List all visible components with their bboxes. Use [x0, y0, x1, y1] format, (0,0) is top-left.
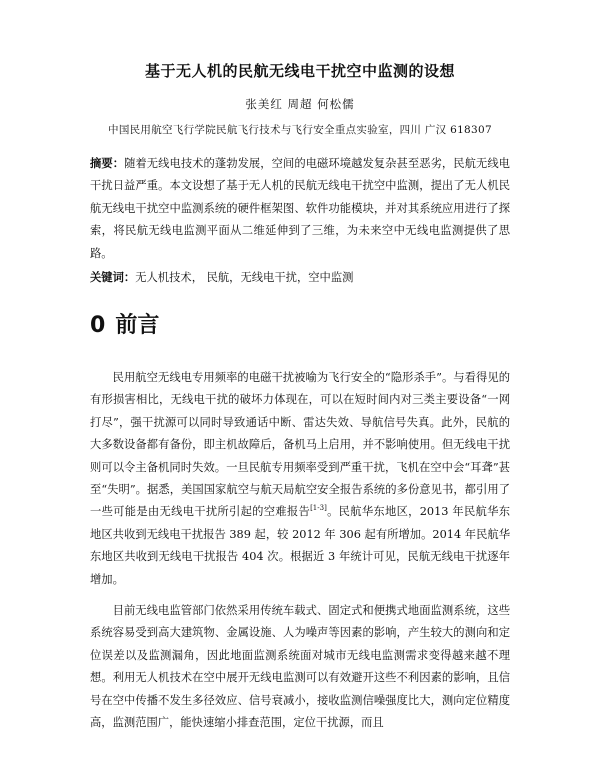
abstract-label: 摘要：: [90, 157, 125, 170]
para1-text-a: 民用航空无线电专用频率的电磁干扰被喻为飞行安全的“隐形杀手”。与看得见的有形损害相比，无线电干扰的破坏力体现在，可以在短时间内对三类主要设备“一网打尽”，强干扰源可以同时导致通话中断、雷达失效、导航信号失真。此外，民航的大多数设备都有备份，即主机故障后，备机马上启用，并不影响使用。但无线电干扰则可以令主备机同时失效。一旦民航专用频率受到严重干扰，飞机在空中会“耳聋”甚至“失明”。据悉，美国国家航空与航天局航空安全报告系统的多份意见书，都引用了一些可能是由无线电干扰所引起的空难报告: [90, 371, 510, 519]
abstract: [90, 153, 510, 265]
section-heading: [90, 311, 510, 341]
paper-title: 基于无人机的民航无线电干扰空中监测的设想: [144, 62, 455, 80]
para1-text-b: 。民航华东地区，2013 年民航华东地区共收到无线电干扰报告 389 起，较 2012 年 306 起有所增加。2014 年民航华东地区共收到无线电干扰报告 404 次。根据近 3 年统计可见，民航无线电干扰逐年增加。: [90, 505, 510, 586]
affiliation: 中国民用航空飞行学院民航飞行技术与飞行安全重点实验室，四川 广汉 618307: [108, 124, 492, 136]
body-paragraph-1: [90, 367, 510, 591]
keywords-label: 关键词：: [90, 271, 136, 284]
body-paragraph-2: 目前无线电监管部门依然采用传统车载式、固定式和便携式地面监测系统，这些系统容易受到高大建筑物、金属设施、人为噪声等因素的影响，产生较大的测向和定位误差以及监测漏角，因此地面监测系统面对城市无线电监测需求变得越来越不理想。利用无人机技术在空中展开无线电监测可以有效避开这些不利因素的影响，且信号在空中传播不发生多径效应、信号衰减小，接收监测信噪强度比大，测向定位精度高，监测范围广，能快速缩小排查范围，定位干扰源，而且: [90, 604, 510, 730]
abstract-text: 随着无线电技术的蓬勃发展，空间的电磁环境越发复杂甚至恶劣，民航无线电干扰日益严重。本文设想了基于无人机的民航无线电干扰空中监测，提出了无人机民航无线电干扰空中监测系统的硬件框架图、软件功能模块，并对其系统应用进行了探索，将民航无线电监测平面从二维延伸到了三维，为未来空中无线电监测提供了思路。: [90, 157, 510, 260]
author-list: 张美红 周超 何松儒: [245, 97, 355, 111]
section-title: 前言: [115, 313, 160, 338]
section-number: 0: [90, 313, 106, 338]
citation-ref[interactable]: [1-3]: [310, 504, 327, 513]
keywords: [90, 267, 510, 289]
keywords-text: 无人机技术， 民航，无线电干扰，空中监测: [135, 271, 354, 284]
